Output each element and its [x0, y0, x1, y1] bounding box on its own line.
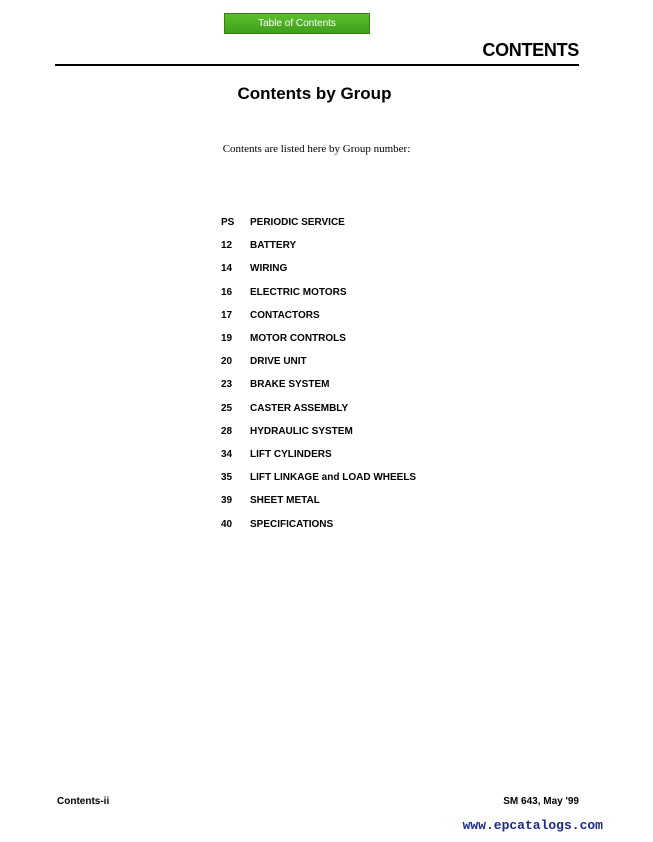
group-title: PERIODIC SERVICE [250, 217, 345, 229]
toc-entry[interactable] [221, 350, 416, 373]
toc-entry[interactable] [221, 234, 416, 257]
footer-page-label: Contents-ii [57, 796, 110, 807]
group-title: MOTOR CONTROLS [250, 333, 346, 345]
group-title: BRAKE SYSTEM [250, 379, 330, 391]
group-number: 12 [221, 240, 233, 252]
page-title: Contents by Group [237, 84, 392, 103]
group-title: DRIVE UNIT [250, 356, 307, 368]
intro-text: Contents are listed here by Group number: [222, 143, 411, 155]
group-title: CONTACTORS [250, 309, 320, 321]
group-number: 17 [221, 309, 233, 321]
group-number: 20 [221, 356, 233, 368]
group-title: LIFT LINKAGE and LOAD WHEELS [250, 472, 417, 484]
group-title: BATTERY [250, 240, 297, 252]
toc-entry[interactable] [221, 257, 416, 280]
group-list [221, 211, 416, 536]
group-number: 39 [221, 495, 233, 507]
group-number: 14 [221, 263, 233, 275]
group-number: 25 [221, 402, 233, 414]
toc-entry[interactable] [221, 373, 416, 396]
group-number: 28 [221, 425, 233, 437]
group-title: SPECIFICATIONS [250, 518, 334, 530]
toc-entry[interactable] [221, 489, 416, 512]
group-number: 40 [221, 518, 233, 530]
group-title: SHEET METAL [250, 495, 320, 507]
toc-entry[interactable] [221, 304, 416, 327]
table-of-contents-button[interactable]: Table of Contents [224, 13, 370, 34]
group-number: 35 [221, 472, 233, 484]
header-title: CONTENTS [482, 40, 579, 60]
footer-document-id: SM 643, May '99 [503, 796, 579, 807]
toc-entry[interactable] [221, 397, 416, 420]
header-rule [55, 64, 579, 66]
toc-entry[interactable] [221, 443, 416, 466]
group-number: 19 [221, 333, 233, 345]
watermark-url: www.epcatalogs.com [462, 818, 603, 833]
toc-entry[interactable] [221, 281, 416, 304]
toc-entry[interactable] [221, 420, 416, 443]
group-number: 34 [221, 448, 233, 460]
group-number: 23 [221, 379, 233, 391]
toc-entry[interactable] [221, 512, 416, 535]
group-title: HYDRAULIC SYSTEM [250, 425, 353, 437]
toc-entry[interactable] [221, 466, 416, 489]
group-title: ELECTRIC MOTORS [250, 286, 347, 298]
group-number: PS [221, 217, 235, 229]
group-title: CASTER ASSEMBLY [250, 402, 349, 414]
group-title: WIRING [250, 263, 288, 275]
group-title: LIFT CYLINDERS [250, 448, 332, 460]
toc-entry[interactable] [221, 211, 416, 234]
group-number: 16 [221, 286, 233, 298]
toc-entry[interactable] [221, 327, 416, 350]
